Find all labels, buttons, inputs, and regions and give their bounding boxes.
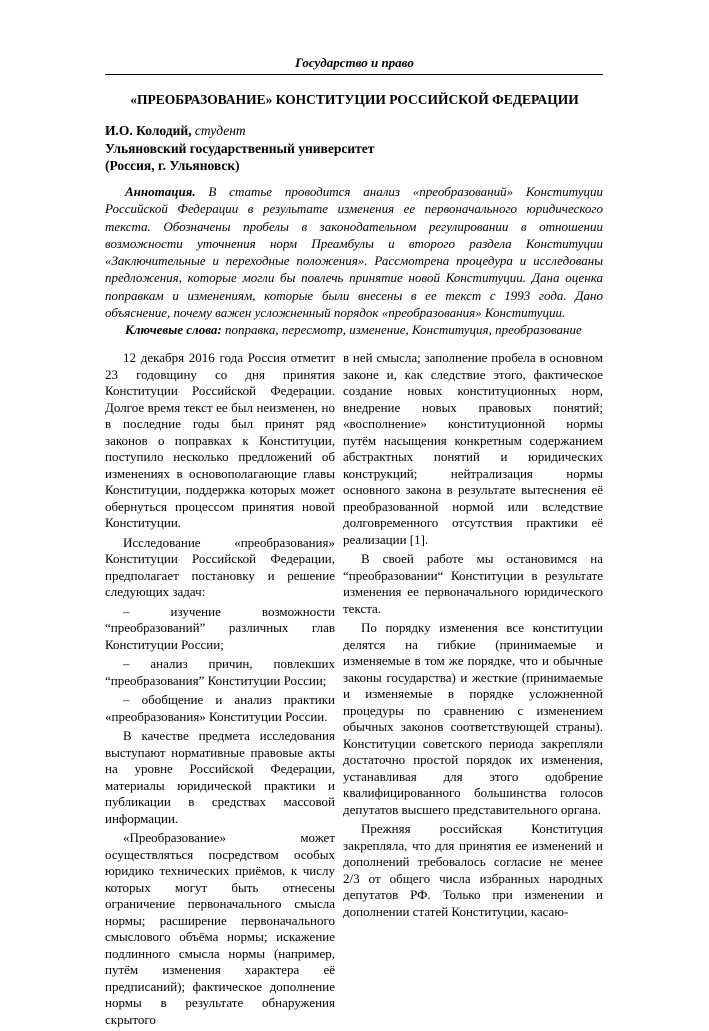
keywords-text: поправка, пересмотр, изменение, Конституция, преобразование [221, 322, 582, 338]
keywords-paragraph [105, 321, 603, 338]
author-line [105, 122, 374, 140]
author-block [105, 122, 374, 175]
body-paragraph: – обобщение и анализ практики «преобразования» Конституции России. [105, 692, 335, 724]
body-paragraph: Прежняя российская Конституция закрепляла, что для принятия ее изменений и дополнений требовалось согласие не менее 2/3 от общего числа избранных народных депутатов РФ. Только при изменении и дополнении статей Конституции, касаю- [343, 821, 603, 919]
body-paragraph: 12 декабря 2016 года Россия отметит 23 годовщину со дня принятия Конституции Российской Федерации. Долгое время текст ее был неизменен, но в последние годы был принят ряд законов о поправках к Конституции, поступило несколько предложений об изменениях в основополагающие главы Конституции, поддержка которых может обернуться процессом принятия новой Конституции. [105, 350, 335, 530]
body-paragraph: «Преобразование» может осуществляться посредством особых юридико технических приёмов, к числу которых могут быть отнесены ограничение первоначального смысла нормы; расширение первоначального смыслового объёма нормы; искажение подлинного смысла нормы (например, путём изменения характера её предписаний); фактическое дополнение нормы в результате обнаружения скрытого [105, 830, 335, 1027]
abstract-paragraph [105, 183, 603, 321]
body-paragraph: В своей работе мы остановимся на “преобразовании“ Конституции в результате изменения ее первоначального юридического текста. [343, 551, 603, 616]
author-affiliation: Ульяновский государственный университет [105, 140, 375, 156]
author-location: (Россия, г. Ульяновск) [105, 158, 240, 173]
abstract-text: В статье проводится анализ «преобразований» Конституции Российской Федерации в результате изменения ее первоначального юридического текста. Обозначены пробелы в законодательном регулировании в отношении возможности уточнения норм Преамбулы и второго раздела Конституции «Заключительные и переходные положения». Рассмотрена процедура и исследованы предложения, которые могли бы повлечь принятие новой Конституции. Дана оценка поправкам и изменениям, которые были внесены в ее текст с 1993 года. Дано объяснение, почему важен усложненный порядок «преобразования» Конституции. [105, 184, 603, 321]
body-paragraph: В качестве предмета исследования выступают нормативные правовые акты на уровне Российской Федерации, материалы юридической практики и публикации в средствах массовой информации. [105, 728, 335, 826]
body-column-right [343, 350, 603, 923]
header-rule [105, 74, 603, 75]
article-title: «ПРЕОБРАЗОВАНИЕ» КОНСТИТУЦИИ РОССИЙСКОЙ ФЕДЕРАЦИИ [130, 92, 579, 107]
author-name: И.О. Колодий, [105, 123, 192, 138]
author-role: студент [194, 123, 246, 138]
body-paragraph: – анализ причин, повлекших “преобразования” Конституции России; [105, 656, 335, 688]
body-paragraph: По порядку изменения все конституции делятся на гибкие (принимаемые и изменяемые в том же порядке, что и обычные законы государства) и жесткие (принимаемые и изменяемые в порядке усложненной процедуры по сравнению с изменением обычных законов соответствующей страны). Конституции советского периода закрепляли достаточно простой порядок их изменения, устанавливая для этого одобрение квалифицированного большинства голосов депутатов высшего представительного органа. [343, 620, 603, 817]
abstract [105, 183, 603, 339]
running-header: Государство и право [295, 55, 414, 70]
keywords-label: Ключевые слова: [125, 322, 222, 338]
body-paragraph: Исследование «преобразования» Конституции Российской Федерации, предполагает постановку и решение следующих задач: [105, 534, 335, 599]
body-paragraph: – изучение возможности “преобразований” различных глав Конституции России; [105, 603, 335, 652]
body-column-left [105, 350, 335, 1031]
body-paragraph: в ней смысла; заполнение пробела в основном законе и, как следствие этого, фактическое создание новых конституционных норм, внедрение новых правовых понятий; «восполнение» конституционной нормы путём насыщения конкретным содержанием абстрактных понятий и юридических конструкций; нейтрализация нормы основного закона в результате вытеснения её преобразованной нормой или вследствие долговременного отсутствия практики её реализации [1]. [343, 350, 603, 547]
abstract-label: Аннотация. [125, 184, 196, 199]
